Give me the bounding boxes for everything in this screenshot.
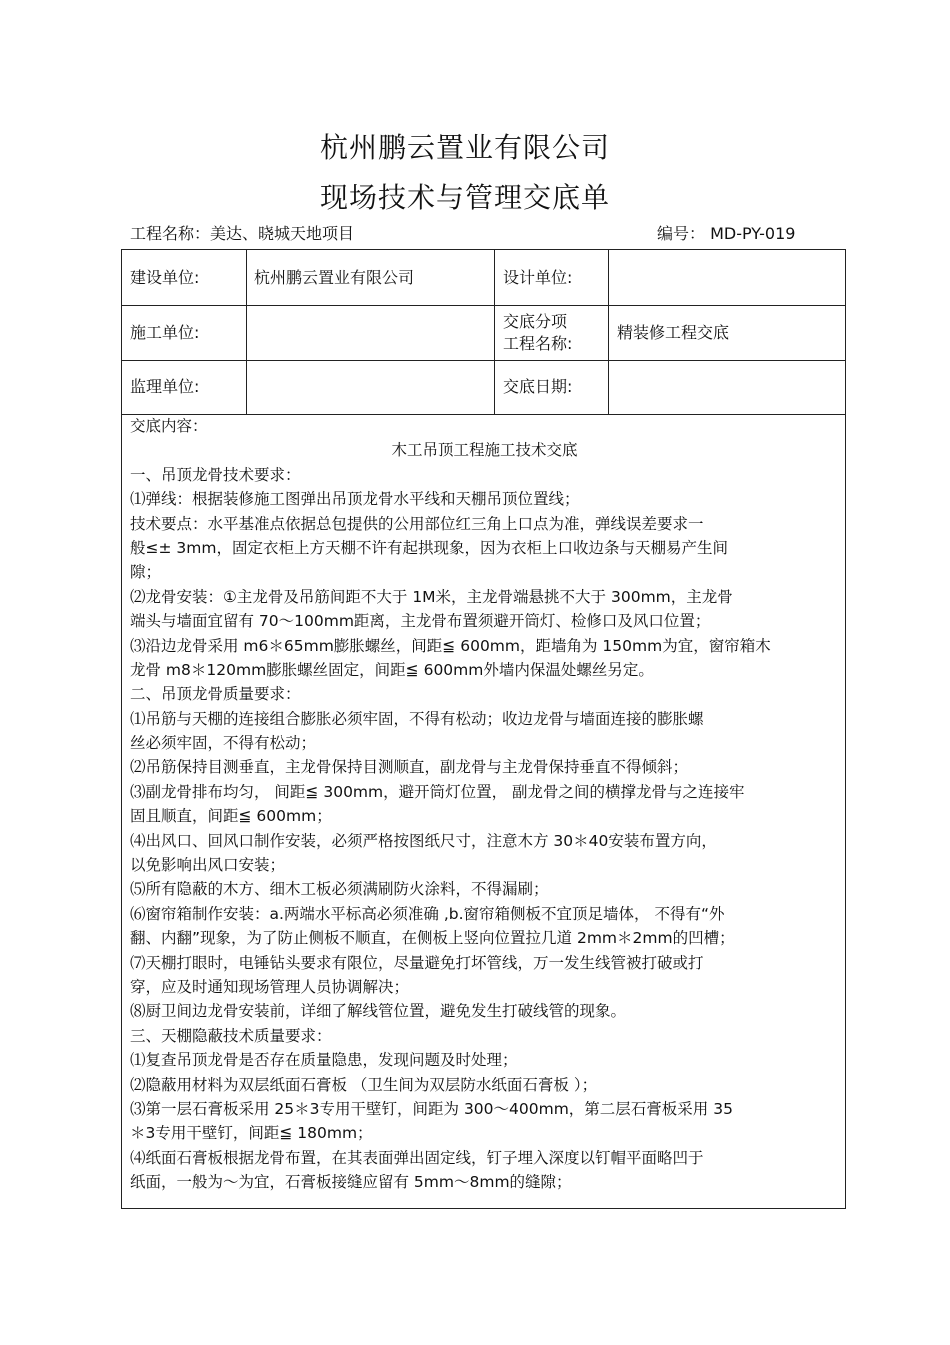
content-line: 一、吊顶龙骨技术要求： xyxy=(130,465,301,484)
table-row xyxy=(122,250,845,306)
content-line: ⑸所有隐蔽的木方、细木工板必须满刷防火涂料，不得漏刷； xyxy=(130,880,549,899)
content-line: ⑹窗帘箱制作安装：a.两端水平标高必须准确 ,b.窗帘箱侧板不宜顶足墙体， 不得有“外 xyxy=(130,904,725,923)
content-line: 二、吊顶龙骨质量要求： xyxy=(130,685,301,704)
content-line: ⑷纸面石膏板根据龙骨布置，在其表面弹出固定线，钉子埋入深度以钉帽平面略凹于 xyxy=(130,1148,704,1167)
build-unit-value: 杭州鹏云置业有限公司 xyxy=(254,267,415,287)
subproject-label-line2: 工程名称: xyxy=(503,333,573,353)
subproject-value: 精装修工程交底 xyxy=(617,322,730,342)
content-line: ⑵吊筋保持目测垂直，主龙骨保持目测顺直，副龙骨与主龙骨保持垂直不得倾斜； xyxy=(130,758,689,777)
column-divider xyxy=(246,250,247,414)
content-line: 固且顺直，间距≦ 600mm； xyxy=(130,807,332,826)
construct-unit-label: 施工单位: xyxy=(130,322,200,342)
handover-sheet xyxy=(121,249,846,1209)
content-heading: 木工吊顶工程施工技术交底 xyxy=(391,441,578,460)
build-unit-label: 建设单位: xyxy=(130,267,200,287)
content-line: ⑶副龙骨排布均匀， 间距≦ 300mm，避开筒灯位置， 副龙骨之间的横撑龙骨与之连接牢 xyxy=(130,782,745,801)
content-line: ⑴复查吊顶龙骨是否存在质量隐患，发现问题及时处理； xyxy=(130,1051,518,1070)
handover-content xyxy=(130,414,839,1195)
project-name: 工程名称：美达、晓城天地项目 xyxy=(130,224,355,243)
content-line: ⑺天棚打眼时，电锤钻头要求有限位，尽量避免打坏管线，万一发生线管被打破或打 xyxy=(130,953,704,972)
document-title: 现场技术与管理交底单 xyxy=(319,181,610,214)
content-line: 丝必须牢固，不得有松动； xyxy=(130,734,317,753)
content-line: 以免影响出风口安装； xyxy=(130,856,286,875)
column-divider xyxy=(494,250,495,414)
content-line: 穿，应及时通知现场管理人员协调解决； xyxy=(130,977,410,996)
content-line: ⑵隐蔽用材料为双层纸面石膏板 （卫生间为双层防水纸面石膏板 ）； xyxy=(130,1075,598,1094)
content-line: 龙骨 m8＊120mm膨胀螺丝固定，间距≦ 600mm外墙内保温处螺丝另定。 xyxy=(130,660,654,679)
content-line: ⑶沿边龙骨采用 m6＊65mm膨胀螺丝，间距≦ 600mm，距墙角为 150mm为宜，窗帘箱木 xyxy=(130,636,771,655)
content-line: ⑵龙骨安装：①主龙骨及吊筋间距不大于 1M米，主龙骨端悬挑不大于 300mm，主龙骨 xyxy=(130,587,733,606)
content-line: 端头与墙面宜留有 70～100mm距离，主龙骨布置须避开筒灯、检修口及风口位置； xyxy=(130,612,711,631)
content-line: 隙； xyxy=(130,563,162,582)
content-line: 般≤± 3mm，固定衣柜上方天棚不许有起拱现象，因为衣柜上口收边条与天棚易产生间 xyxy=(130,538,728,557)
column-divider xyxy=(608,250,609,414)
content-line: ＊3专用干壁钉，间距≦ 180mm； xyxy=(130,1124,373,1143)
content-line: 技术要点：水平基准点依据总包提供的公用部位红三角上口点为准，弹线误差要求一 xyxy=(130,514,704,533)
content-line: ⑻厨卫间边龙骨安装前，详细了解线管位置，避免发生打破线管的现象。 xyxy=(130,1002,627,1021)
content-label: 交底内容： xyxy=(130,417,208,435)
company-title: 杭州鹏云置业有限公司 xyxy=(319,131,610,164)
content-line: 翻、内翻”现象，为了防止侧板不顺直，在侧板上竖向位置拉几道 2mm＊2mm的凹槽； xyxy=(130,929,735,948)
date-label: 交底日期: xyxy=(503,377,573,396)
content-line: ⑴吊筋与天棚的连接组合膨胀必须牢固，不得有松动；收边龙骨与墙面连接的膨胀螺 xyxy=(130,709,704,728)
content-line: 三、天棚隐蔽技术质量要求： xyxy=(130,1026,332,1045)
table-row xyxy=(122,360,845,415)
table-row xyxy=(122,305,845,361)
serial-number: 编号： MD-PY-019 xyxy=(657,224,796,243)
design-unit-label: 设计单位: xyxy=(503,267,573,287)
content-line: 纸面，一般为～为宜，石膏板接缝应留有 5mm～8mm的缝隙； xyxy=(130,1173,572,1192)
content-line: ⑴弹线：根据装修施工图弹出吊顶龙骨水平线和天棚吊顶位置线； xyxy=(130,490,580,509)
supervise-unit-label: 监理单位: xyxy=(130,377,200,396)
content-line: ⑶第一层石膏板采用 25＊3专用干壁钉，间距为 300～400mm，第二层石膏板采用 35 xyxy=(130,1099,733,1118)
subproject-label xyxy=(503,305,572,360)
subproject-label-line1: 交底分项 xyxy=(503,311,568,331)
content-line: ⑷出风口、回风口制作安装，必须严格按图纸尺寸，注意木方 30＊40安装布置方向， xyxy=(130,831,717,850)
